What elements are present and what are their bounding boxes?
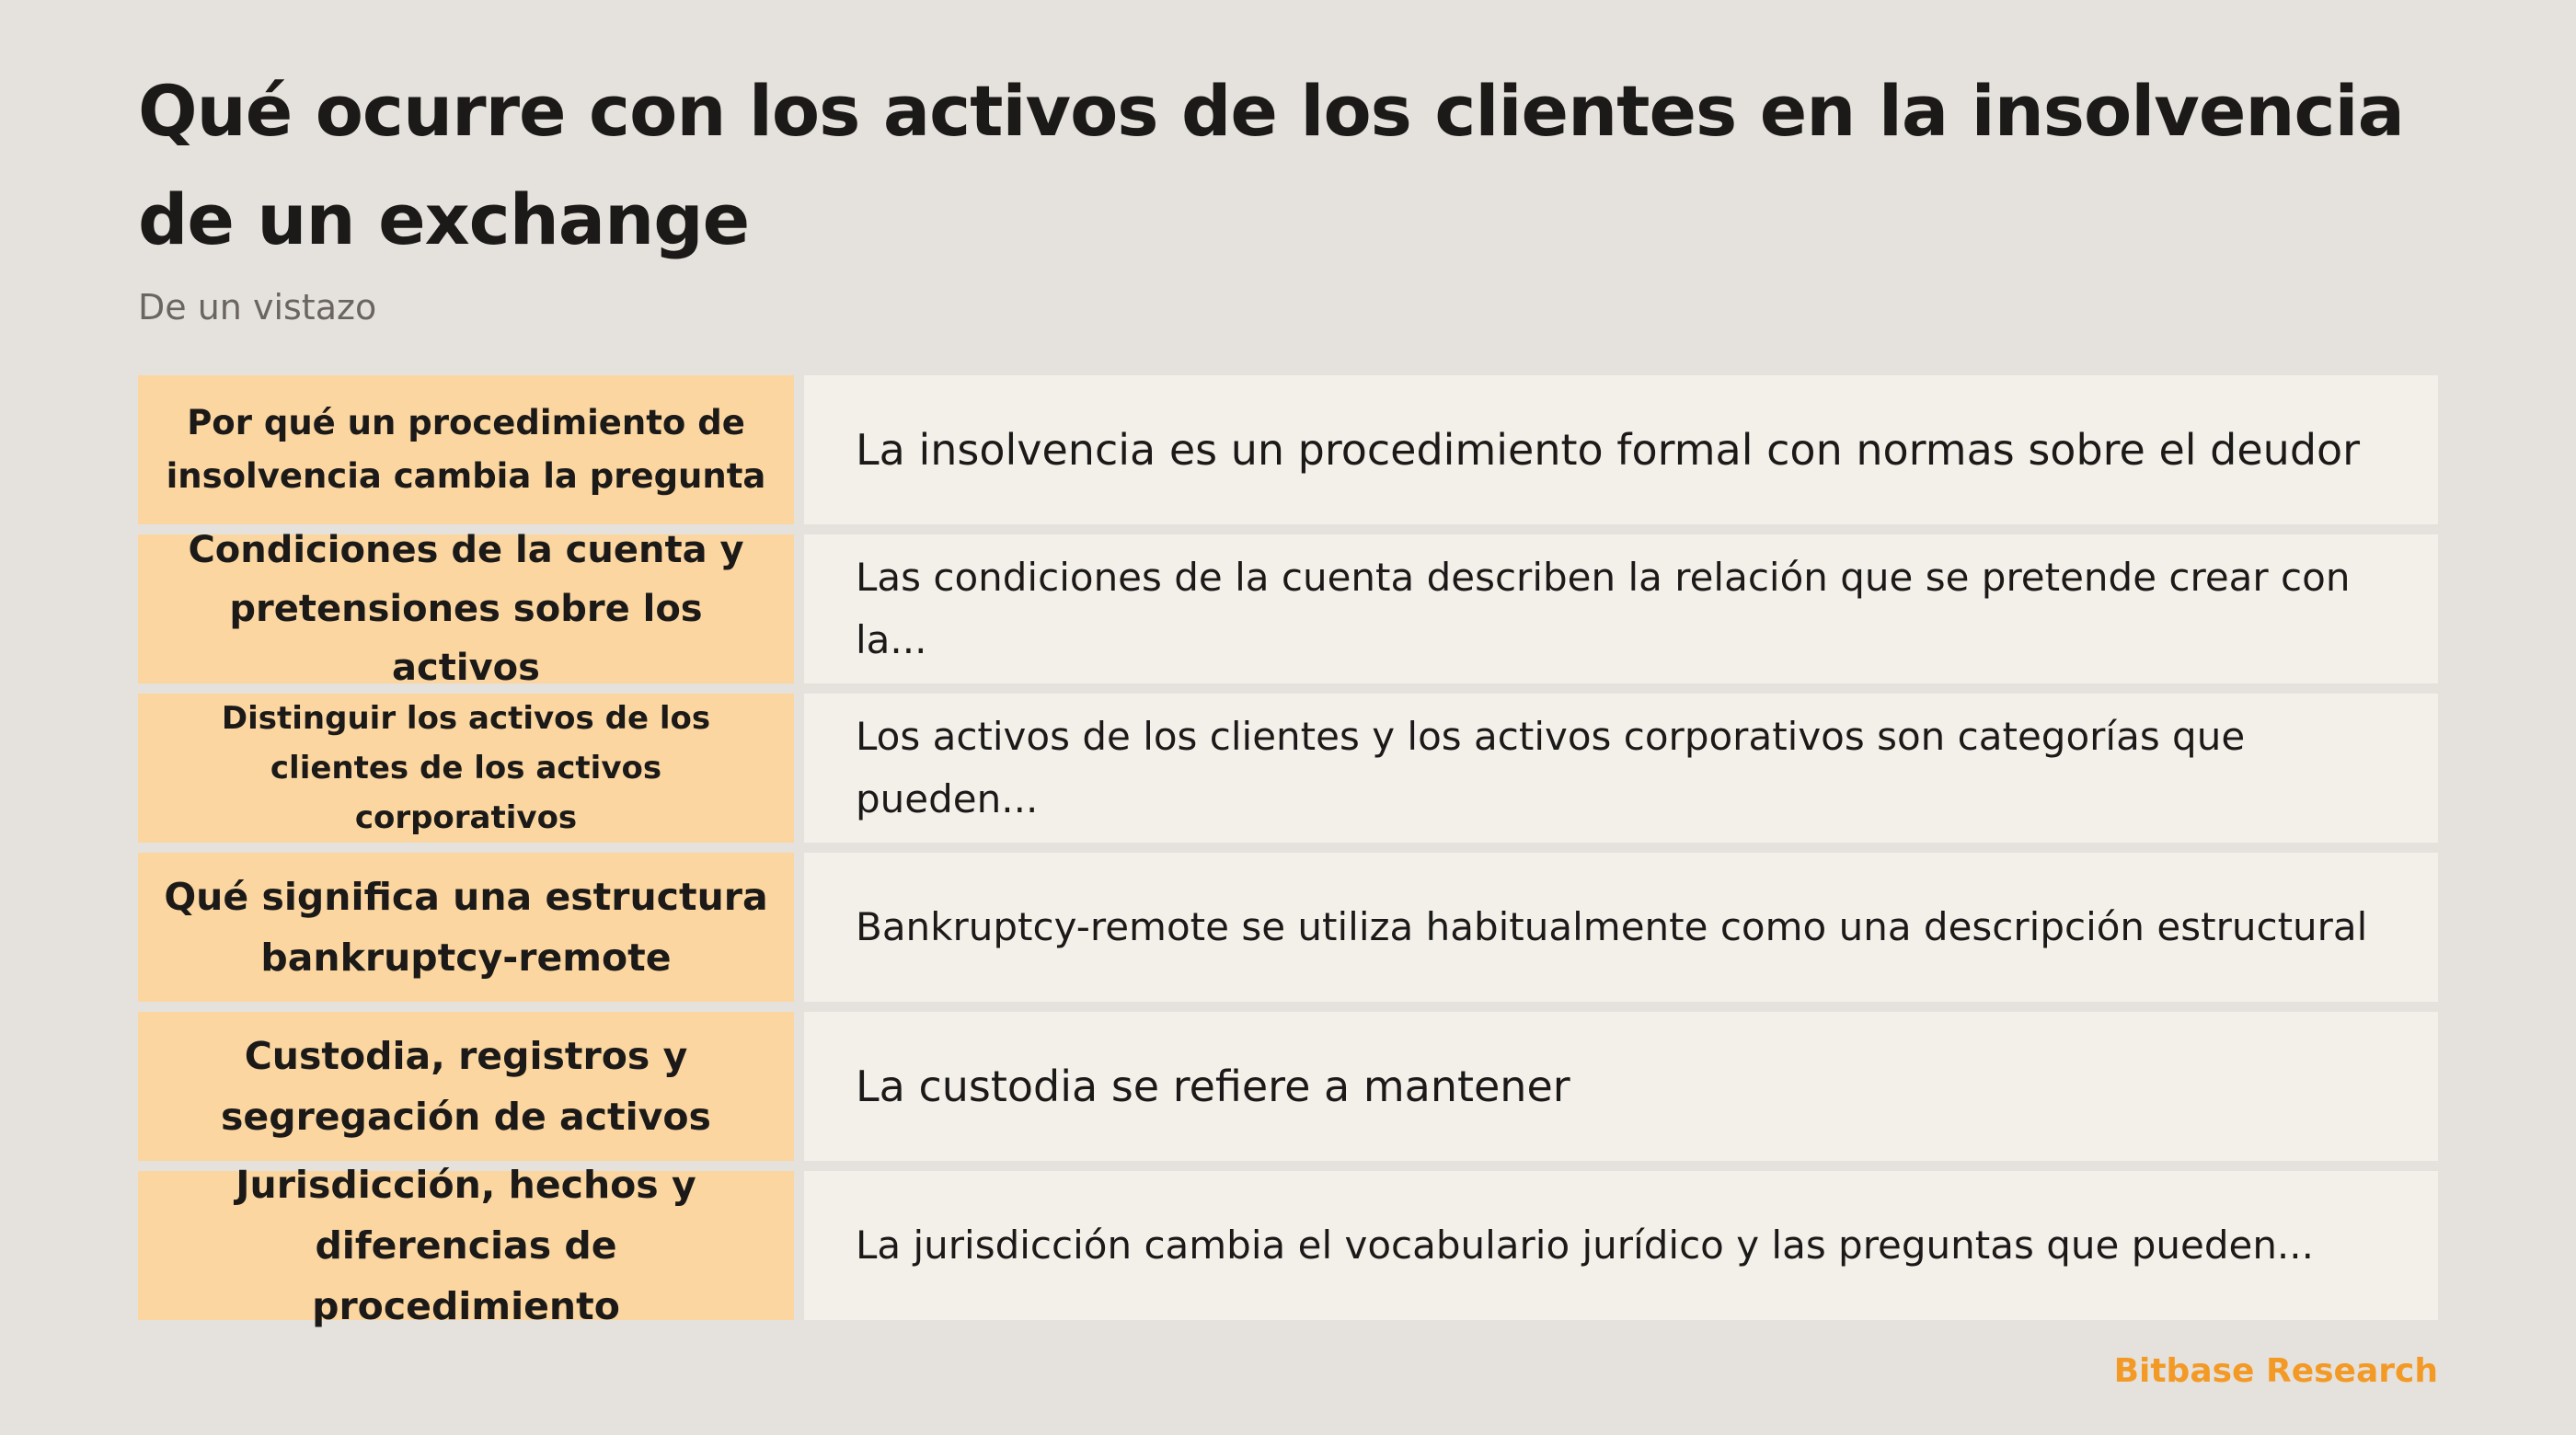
row-label: Distinguir los activos de los clientes de los activos corporativos (138, 694, 794, 843)
table-row (138, 1163, 2438, 1328)
table-row (138, 853, 2438, 1002)
summary-table (138, 375, 2438, 1328)
row-label: Condiciones de la cuenta y pretensiones sobre los activos (138, 534, 794, 683)
row-label: Por qué un procedimiento de insolvencia cambia la pregunta (138, 375, 794, 524)
page-title: Qué ocurre con los activos de los clientes en la insolvencia de un exchange (138, 70, 2404, 260)
brand-footer: Bitbase Research (2113, 1352, 2438, 1390)
row-value: La insolvencia es un procedimiento formal con normas sobre el deudor (804, 375, 2438, 524)
table-row (138, 529, 2438, 689)
row-value: La custodia se refiere a mantener (804, 1012, 2438, 1161)
table-row (138, 1012, 2438, 1161)
row-value: Los activos de los clientes y los activos corporativos son categorías que pueden... (804, 694, 2438, 843)
row-label: Qué significa una estructura bankruptcy-remote (138, 853, 794, 1002)
page-subtitle: De un vistazo (138, 287, 377, 327)
row-value: La jurisdicción cambia el vocabulario jurídico y las preguntas que pueden... (804, 1171, 2438, 1320)
row-value: Bankruptcy-remote se utiliza habitualmente como una descripción estructural (804, 853, 2438, 1002)
row-label: Jurisdicción, hechos y diferencias de procedimiento (138, 1171, 794, 1320)
table-row (138, 375, 2438, 524)
row-label: Custodia, registros y segregación de activos (138, 1012, 794, 1161)
row-value: Las condiciones de la cuenta describen la relación que se pretende crear con la... (804, 534, 2438, 683)
table-row (138, 694, 2438, 843)
